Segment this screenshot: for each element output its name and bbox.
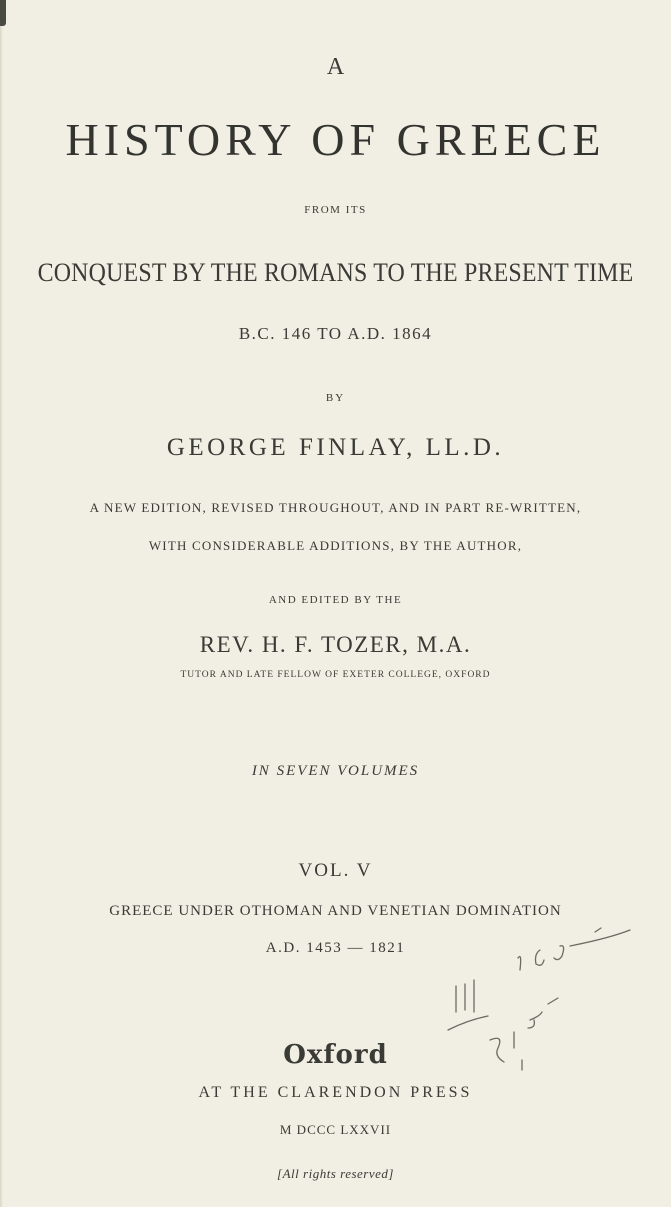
editor-title: TUTOR AND LATE FELLOW OF EXETER COLLEGE, OXFORD [180, 670, 491, 680]
edition-line-2: WITH CONSIDERABLE ADDITIONS, BY THE AUTHOR, [148, 538, 523, 553]
edited-by-label: AND EDITED BY THE [268, 594, 403, 606]
publisher: AT THE CLARENDON PRESS [198, 1084, 473, 1101]
book-subtitle: CONQUEST BY THE ROMANS TO THE PRESENT TIME [37, 258, 634, 287]
place-of-publication: Oxford [283, 1040, 388, 1070]
volume-subject: GREECE UNDER OTHOMAN AND VENETIAN DOMINATION [109, 903, 562, 919]
volumes-note: IN SEVEN VOLUMES [251, 763, 420, 779]
publication-year: M DCCC LXXVII [279, 1122, 392, 1137]
date-range: B.C. 146 TO A.D. 1864 [238, 324, 433, 343]
from-its: FROM ITS [304, 204, 367, 216]
author-name: GEORGE FINLAY, LL.D. [166, 434, 505, 461]
edition-line-1: A NEW EDITION, REVISED THROUGHOUT, AND IN PART RE-WRITTEN, [89, 500, 582, 515]
by-label: BY [325, 392, 346, 404]
volume-dates: A.D. 1453 — 1821 [265, 940, 406, 956]
pencil-annotation [430, 920, 650, 1080]
rights-notice: [All rights reserved] [277, 1166, 394, 1181]
volume-number: VOL. V [298, 860, 373, 881]
editor-name: REV. H. F. TOZER, M.A. [199, 632, 472, 657]
page-edge-mark [0, 0, 6, 26]
title-article: A [326, 54, 345, 80]
book-title: HISTORY OF GREECE [65, 114, 606, 165]
